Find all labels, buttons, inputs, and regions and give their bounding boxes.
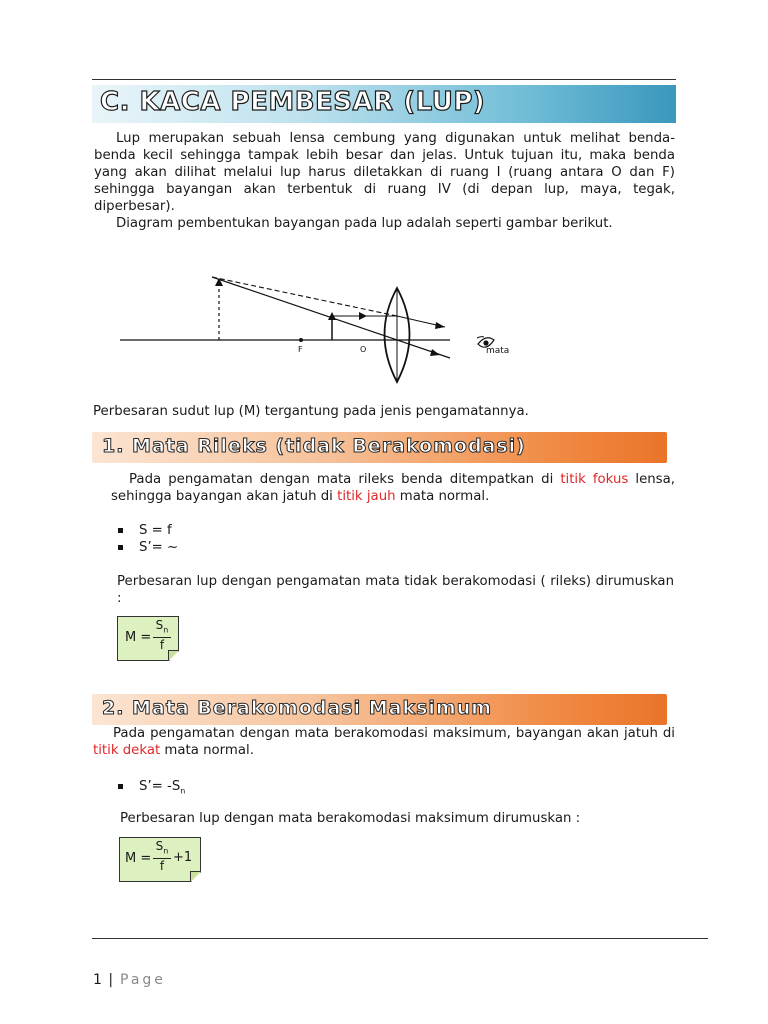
formula-box-relaxed: M = $S_n$ f: [117, 616, 179, 661]
titik-dekat: titik dekat: [93, 743, 161, 758]
page-word: Page: [120, 972, 166, 988]
list-item: S = f: [115, 522, 178, 539]
section2-formula-text: Perbesaran lup dengan mata berakomodasi maksimum dirumuskan :: [120, 811, 581, 826]
section2-heading: 2. Mata Berakomodasi Maksimum: [102, 697, 493, 719]
titik-jauh: titik jauh: [337, 489, 396, 504]
perbesaran-after: ) tergantung pada jenis pengamatannya.: [255, 404, 529, 419]
list-item: S’= ~: [115, 539, 178, 556]
section2-paragraph: Pada pengamatan dengan mata berakomodasi maksimum, bayangan akan jatuh di titik dekat mata normal.: [93, 726, 675, 758]
label-f: F: [298, 345, 303, 354]
footer-separator: |: [108, 972, 114, 988]
section2-bullets: [115, 778, 185, 800]
titik-fokus: titik fokus: [560, 472, 629, 487]
focal-point: [299, 338, 303, 342]
label-eye: mata: [486, 346, 510, 356]
perbesaran-line: [93, 403, 683, 420]
intro-section: [94, 130, 675, 232]
section1-paragraph: Pada pengamatan dengan mata rileks benda ditempatkan di titik fokus lensa, sehingga bayangan akan jatuh di titik jauh mata normal.: [111, 472, 675, 504]
top-rule: [92, 79, 676, 80]
intro-paragraph-2: Diagram pembentukan bayangan pada lup adalah seperti gambar berikut.: [116, 216, 613, 231]
list-item: S’= $-S_n$: [115, 778, 185, 800]
perbesaran-m: M: [243, 404, 256, 419]
formula-rhs: +1: [173, 850, 193, 865]
perbesaran-before: Perbesaran sudut lup (: [93, 404, 244, 419]
refracted-ray: [212, 277, 450, 358]
bottom-rule: [92, 938, 708, 939]
section1-heading-banner: [92, 432, 667, 463]
section1-heading: 1. Mata Rileks (tidak Berakomodasi): [102, 435, 526, 457]
formula-lhs: M =: [125, 630, 152, 645]
intro-paragraph-1: Lup merupakan sebuah lensa cembung yang digunakan untuk melihat benda-benda kecil sehingga tampak lebih besar dan jelas. Untuk tujuan itu, maka benda yang akan dilihat melalui lup harus diletakkan di ruang I (ruang antara O dan F) sehingga bayangan akan terbentuk di ruang IV (di depan lup, maya, tegak, diperbesar).: [94, 131, 675, 214]
section2-heading-banner: [92, 694, 667, 725]
section1-bullets: [115, 522, 178, 556]
section1-formula-text: Perbesaran lup dengan pengamatan mata tidak berakomodasi ( rileks) dirumuskan :: [117, 574, 674, 606]
formula-box-accommodated: M = $S_n$ f +1: [119, 837, 201, 882]
formula-lhs: M =: [125, 851, 152, 866]
dashed-ray: [212, 277, 397, 316]
lup-diagram: [100, 260, 540, 395]
main-heading: C. KACA PEMBESAR (LUP): [100, 87, 486, 117]
label-o: O: [360, 345, 367, 354]
page-number: 1 |: [93, 972, 114, 988]
main-heading-banner: [92, 85, 676, 123]
